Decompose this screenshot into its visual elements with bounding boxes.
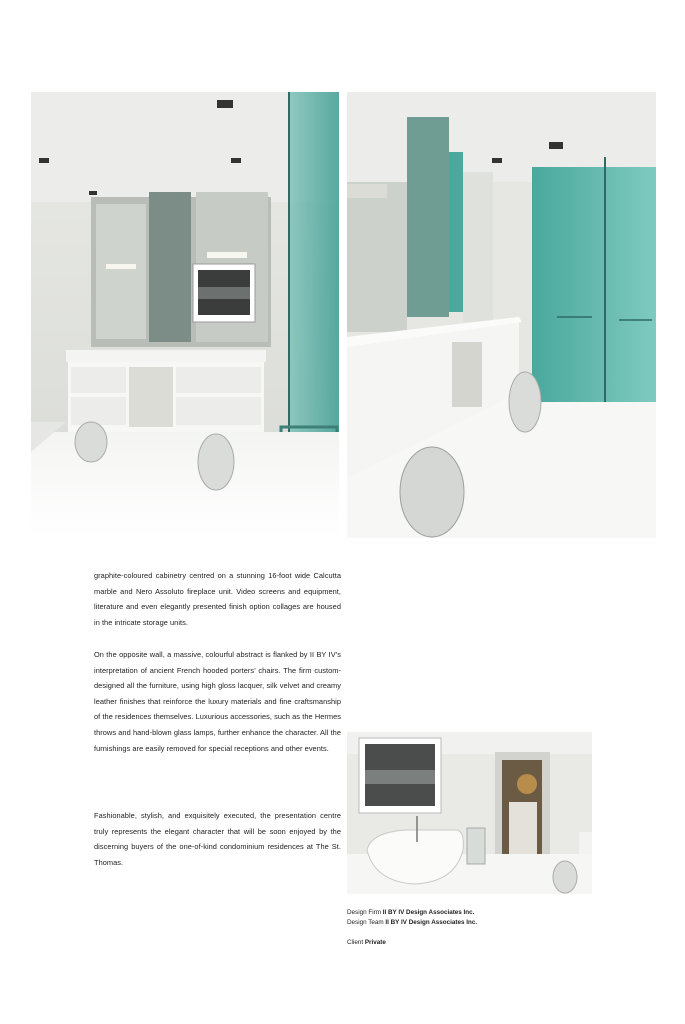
article-paragraph bbox=[94, 808, 341, 870]
credit-value: II BY IV Design Associates Inc. bbox=[382, 909, 475, 916]
project-credits bbox=[347, 908, 477, 948]
credit-label: Design Team bbox=[347, 919, 384, 926]
freestanding-tub-photo bbox=[347, 732, 592, 894]
article-paragraph bbox=[94, 647, 341, 756]
credit-value: Private bbox=[364, 939, 386, 946]
credit-value: II BY IV Design Associates Inc. bbox=[385, 919, 478, 926]
credit-label: Design Firm bbox=[347, 909, 381, 916]
article-paragraph-text: Fashionable, stylish, and exquisitely executed, the presentation centre truly represents the elegant character that will be soon enjoyed by the discerning buyers of the one-of-kind condominium residences at The St. Thomas. bbox=[94, 811, 341, 867]
credit-design-firm bbox=[347, 908, 477, 918]
credit-design-team bbox=[347, 918, 477, 928]
credit-client bbox=[347, 938, 477, 948]
article-paragraph-text: graphite-coloured cabinetry centred on a stunning 16-foot wide Calcutta marble and Nero Assoluto fireplace unit. Video screens and equipment, literature and even elegantly presented finish option collages are housed in the intricate storage units. bbox=[94, 571, 341, 627]
bathroom-shower-photo bbox=[347, 92, 656, 538]
article-paragraph bbox=[94, 568, 341, 630]
credit-label: Client bbox=[347, 939, 364, 946]
bathroom-vanity-photo bbox=[31, 92, 339, 538]
article-paragraph-text: On the opposite wall, a massive, colourful abstract is flanked by II BY IV’s interpretation of ancient French hooded porters’ chairs. The firm custom-designed all the furniture, using high gloss lacquer, silk velvet and creamy leather finishes that reinforce the luxury materials and fine craftsmanship of the residences themselves. Luxurious accessories, such as the Hermes throws and hand-blown glass lamps, further enhance the character. All the furnishings are easily removed for special receptions and other events. bbox=[94, 650, 341, 753]
